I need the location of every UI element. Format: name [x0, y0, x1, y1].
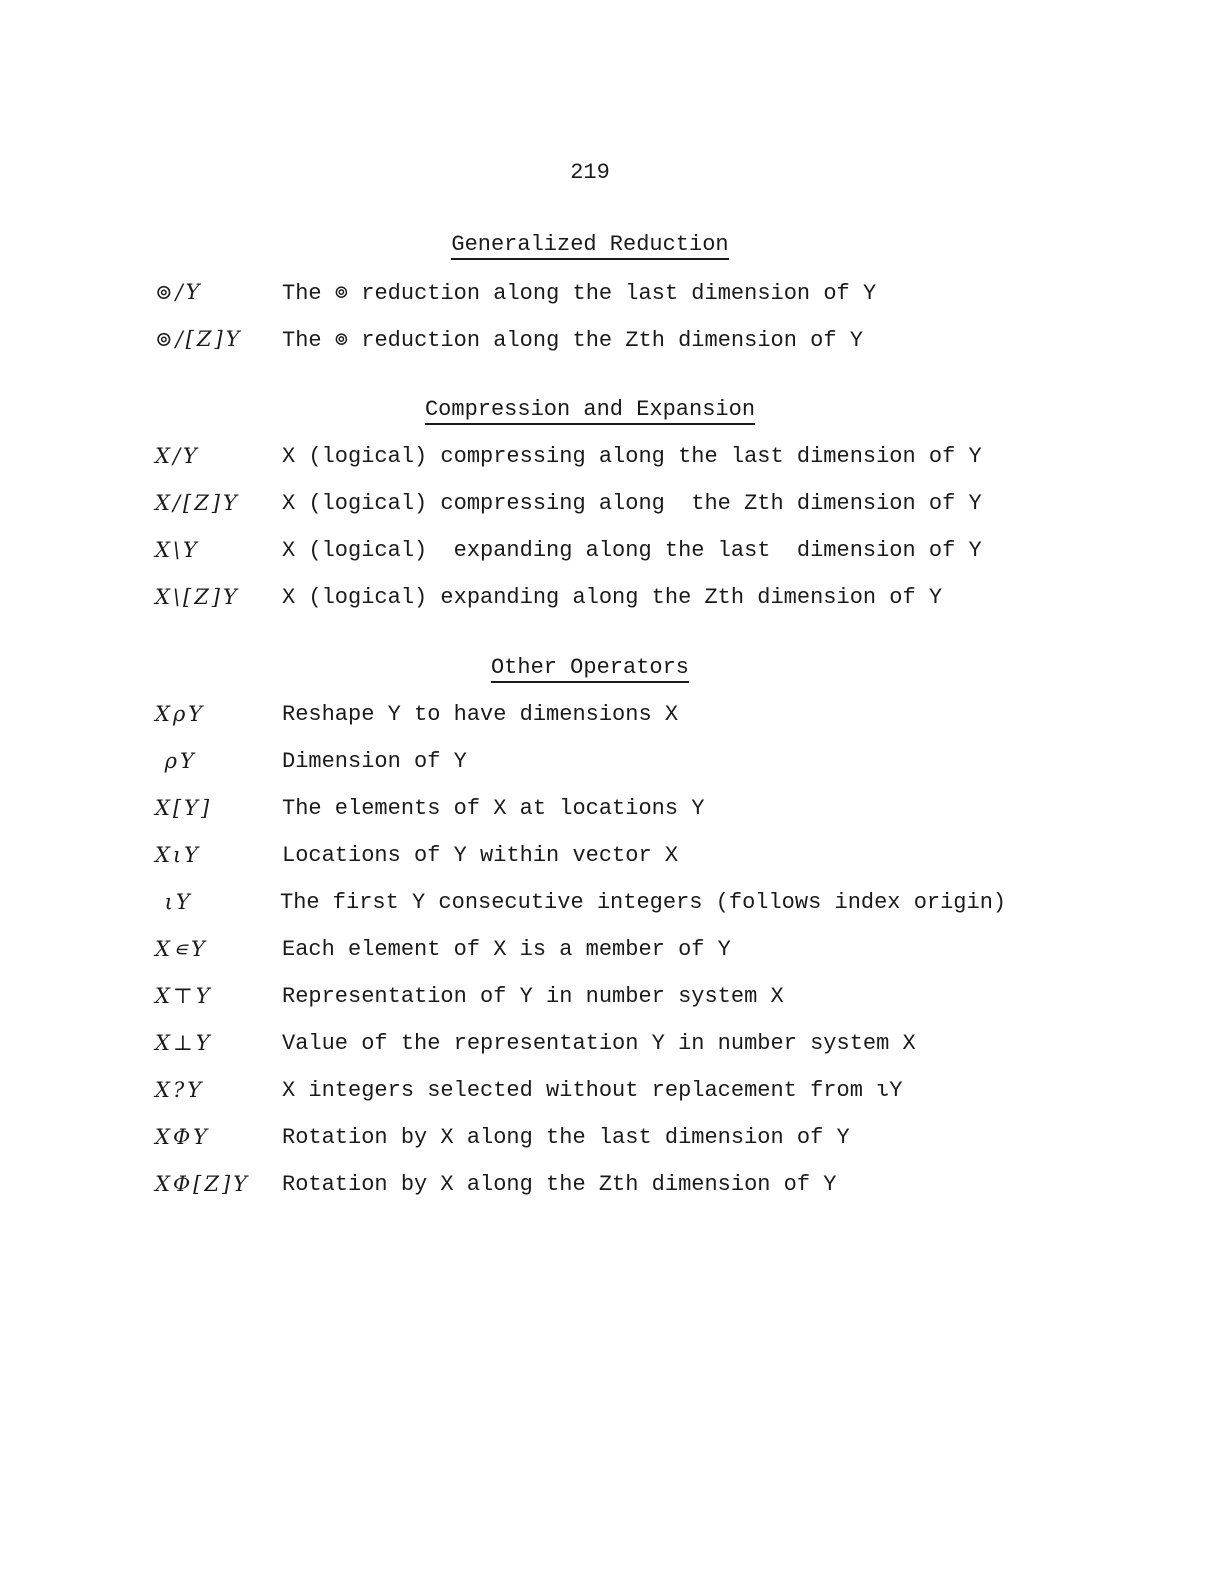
operator-symbol: X\Y [155, 538, 200, 562]
operator-description: Rotation by X along the last dimension of Y [282, 1125, 850, 1150]
operator-symbol: ρY [155, 749, 197, 773]
operator-row [0, 1125, 1224, 1155]
operator-symbol: X[Y] [155, 796, 213, 820]
operator-row [0, 585, 1224, 615]
section-heading-compression-expansion: Compression and Expansion [0, 397, 1180, 425]
operator-description: X (logical) compressing along the last dimension of Y [282, 444, 982, 469]
operator-symbol: X?Y [155, 1078, 205, 1102]
operator-row [0, 1031, 1224, 1061]
operator-description: Locations of Y within vector X [282, 843, 679, 868]
page-number: 219 [570, 160, 610, 185]
operator-row [0, 890, 1224, 920]
operator-row [0, 491, 1224, 521]
operator-row [0, 796, 1224, 826]
operator-description: Representation of Y in number system X [282, 984, 784, 1009]
operator-symbol: ⊚/[Z]Y [155, 327, 243, 351]
operator-symbol: X⊤Y [155, 984, 213, 1008]
operator-row [0, 843, 1224, 873]
operator-symbol: XΦY [155, 1125, 211, 1149]
operator-description: Rotation by X along the Zth dimension of Y [282, 1172, 837, 1197]
operator-row [0, 538, 1224, 568]
operator-row [0, 444, 1224, 474]
operator-row [0, 327, 1224, 357]
operator-row [0, 984, 1224, 1014]
operator-description: The ⊚ reduction along the Zth dimension of Y [282, 328, 863, 353]
operator-row [0, 280, 1224, 310]
operator-symbol: X/Y [155, 444, 200, 468]
operator-symbol: ιY [155, 890, 193, 914]
operator-symbol: X/[Z]Y [155, 491, 240, 515]
section-heading-generalized-reduction: Generalized Reduction [0, 232, 1180, 260]
operator-description: X integers selected without replacement from ιY [282, 1078, 903, 1103]
section-heading-other-operators: Other Operators [0, 655, 1180, 683]
operator-symbol: XιY [155, 843, 202, 867]
operator-symbol: XΦ[Z]Y [155, 1172, 251, 1196]
operator-symbol: X⊥Y [155, 1031, 213, 1055]
operator-description: The first Y consecutive integers (follows index origin) [280, 890, 1007, 915]
operator-row [0, 749, 1224, 779]
operator-description: Reshape Y to have dimensions X [282, 702, 679, 727]
operator-description: Value of the representation Y in number system X [282, 1031, 916, 1056]
operator-description: Dimension of Y [282, 749, 467, 774]
operator-symbol: X∊Y [155, 937, 208, 961]
operator-symbol: ⊚/Y [155, 280, 203, 304]
operator-symbol: X\[Z]Y [155, 585, 240, 609]
operator-row [0, 937, 1224, 967]
operator-description: X (logical) expanding along the Zth dimension of Y [282, 585, 943, 610]
operator-description: Each element of X is a member of Y [282, 937, 731, 962]
operator-row [0, 702, 1224, 732]
operator-row [0, 1078, 1224, 1108]
operator-symbol: XρY [155, 702, 206, 726]
operator-row [0, 1172, 1224, 1202]
operator-description: The ⊚ reduction along the last dimension of Y [282, 281, 877, 306]
operator-description: The elements of X at locations Y [282, 796, 705, 821]
operator-description: X (logical) expanding along the last dimension of Y [282, 538, 982, 563]
operator-description: X (logical) compressing along the Zth dimension of Y [282, 491, 982, 516]
